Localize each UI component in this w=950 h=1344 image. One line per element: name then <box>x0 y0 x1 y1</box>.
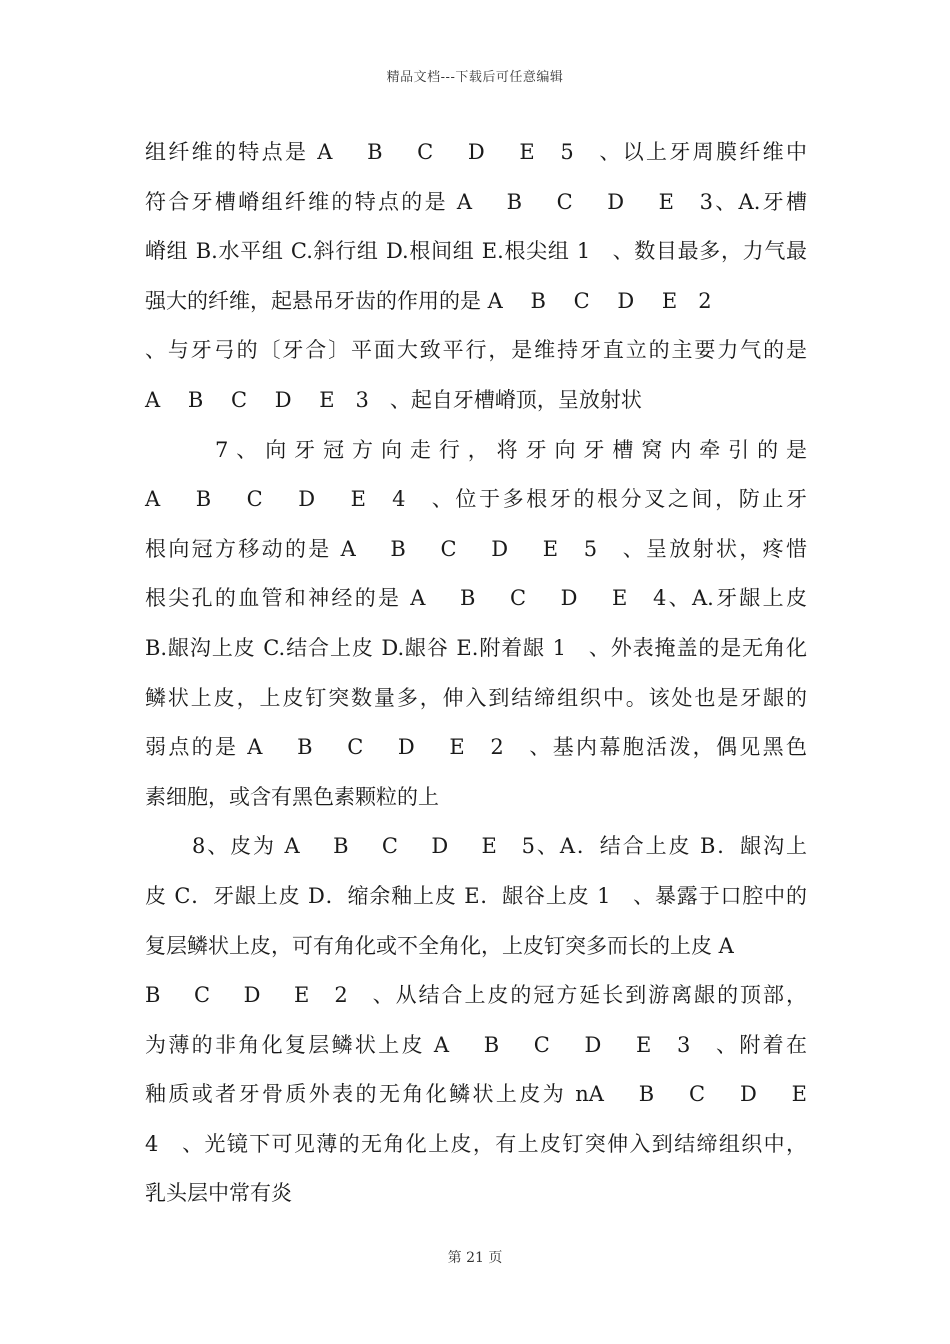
text-line: A B C D E 3 、起自牙槽嵴顶，呈放射状 <box>145 387 642 412</box>
paragraph-start-line: 8、皮为 A B C D E 5、A．结合上皮 B．龈沟上 <box>192 834 807 859</box>
text-line: 、与牙弓的〔牙合〕平面大致平行，是维持牙直立的主要力气的是 <box>145 338 807 363</box>
paragraph-start-line: 7、向牙冠方向走行，将牙向牙槽窝内牵引的是 <box>215 437 807 462</box>
text-line: B C D E 2 、从结合上皮的冠方延长到游离龈的顶部， <box>145 983 807 1008</box>
text-line: 根尖孔的血管和神经的是 A B C D E 4、A.牙龈上皮 <box>145 586 807 611</box>
page-header: 精品文档---下载后可任意编辑 <box>386 70 564 85</box>
text-line: 复层鳞状上皮，可有角化或不全角化，上皮钉突多而长的上皮 A <box>145 933 734 958</box>
text-line: 根向冠方移动的是 A B C D E 5 、呈放射状，疼惜 <box>145 536 807 561</box>
text-line: 符合牙槽嵴组纤维的特点的是 A B C D E 3、A.牙槽 <box>145 189 807 214</box>
text-line: 4 、光镜下可见薄的无角化上皮，有上皮钉突伸入到结缔组织中， <box>145 1131 807 1156</box>
text-line: B.龈沟上皮 C.结合上皮 D.龈谷 E.附着龈 1 、外表掩盖的是无角化 <box>145 635 807 660</box>
text-line: 弱点的是 A B C D E 2 、基内幕胞活泼，偶见黑色 <box>145 735 807 760</box>
document-body <box>145 128 807 1219</box>
text-line: 为薄的非角化复层鳞状上皮 A B C D E 3 、附着在 <box>145 1032 807 1057</box>
text-line: 组纤维的特点是 A B C D E 5 、以上牙周膜纤维中 <box>145 140 807 164</box>
page-number: 第 21 页 <box>447 1250 503 1266</box>
text-line: 釉质或者牙骨质外表的无角化鳞状上皮为 nA B C D E <box>145 1082 807 1107</box>
text-line: 强大的纤维，起悬吊牙齿的作用的是 A B C D E 2 <box>145 288 712 313</box>
text-line: 皮 C．牙龈上皮 D．缩余釉上皮 E．龈谷上皮 1 、暴露于口腔中的 <box>145 883 807 908</box>
text-line: 嵴组 B.水平组 C.斜行组 D.根间组 E.根尖组 1 、数目最多，力气最 <box>145 239 807 264</box>
text-line: A B C D E 4 、位于多根牙的根分叉之间，防止牙 <box>145 487 807 512</box>
text-line: 鳞状上皮，上皮钉突数量多，伸入到结缔组织中。该处也是牙龈的 <box>145 685 807 710</box>
text-line: 乳头层中常有炎 <box>145 1181 292 1206</box>
text-line: 素细胞，或含有黑色素颗粒的上 <box>145 784 439 809</box>
